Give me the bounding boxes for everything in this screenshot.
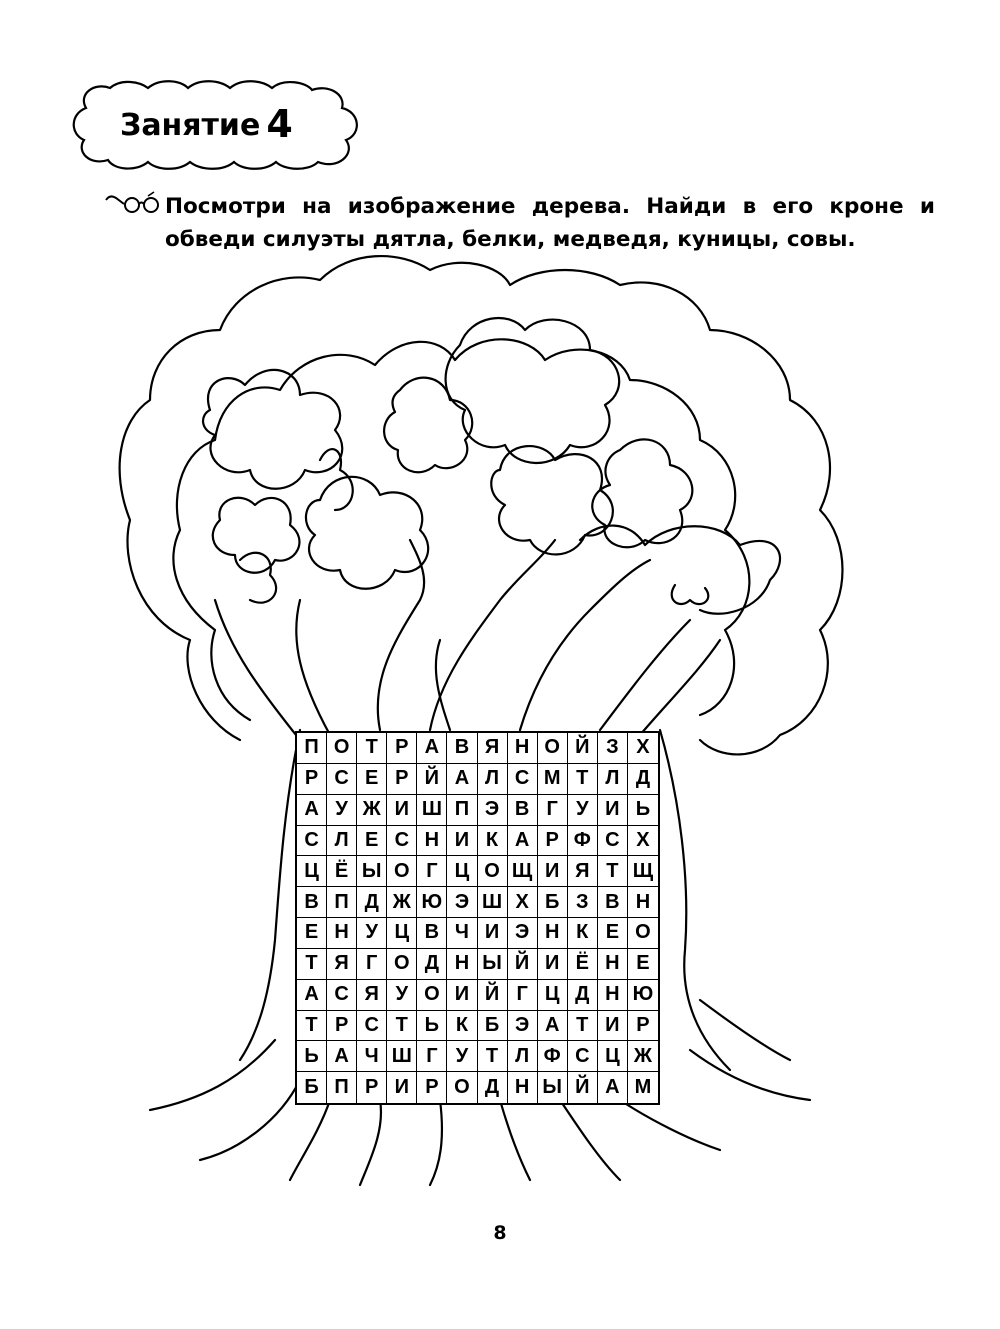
- grid-cell[interactable]: Г: [357, 949, 387, 980]
- grid-cell[interactable]: Й: [568, 1072, 598, 1103]
- grid-cell[interactable]: Г: [508, 980, 538, 1011]
- grid-cell[interactable]: Е: [357, 826, 387, 857]
- lesson-word: Занятие: [120, 108, 261, 143]
- grid-cell[interactable]: Ю: [628, 980, 658, 1011]
- grid-cell[interactable]: Р: [387, 733, 417, 764]
- grid-cell[interactable]: У: [387, 980, 417, 1011]
- grid-cell[interactable]: А: [417, 733, 447, 764]
- grid-cell[interactable]: Щ: [508, 856, 538, 887]
- grid-cell[interactable]: К: [568, 918, 598, 949]
- grid-cell[interactable]: Л: [598, 764, 628, 795]
- grid-cell[interactable]: Р: [327, 1011, 357, 1042]
- grid-cell[interactable]: Ж: [387, 887, 417, 918]
- grid-cell[interactable]: Г: [538, 795, 568, 826]
- grid-cell[interactable]: К: [447, 1011, 477, 1042]
- grid-cell[interactable]: Н: [447, 949, 477, 980]
- grid-cell[interactable]: Ц: [538, 980, 568, 1011]
- grid-cell[interactable]: У: [447, 1041, 477, 1072]
- grid-cell[interactable]: Я: [478, 733, 508, 764]
- grid-cell[interactable]: А: [297, 980, 327, 1011]
- grid-cell[interactable]: К: [478, 826, 508, 857]
- grid-cell[interactable]: Х: [628, 826, 658, 857]
- grid-cell[interactable]: Э: [447, 887, 477, 918]
- grid-cell[interactable]: Р: [628, 1011, 658, 1042]
- grid-cell[interactable]: Б: [478, 1011, 508, 1042]
- grid-cell[interactable]: И: [538, 949, 568, 980]
- grid-cell[interactable]: Ш: [478, 887, 508, 918]
- grid-cell[interactable]: И: [598, 795, 628, 826]
- grid-cell[interactable]: В: [598, 887, 628, 918]
- grid-cell[interactable]: Щ: [628, 856, 658, 887]
- grid-cell[interactable]: Б: [297, 1072, 327, 1103]
- grid-cell[interactable]: З: [568, 887, 598, 918]
- grid-cell[interactable]: А: [598, 1072, 628, 1103]
- grid-cell[interactable]: Т: [598, 856, 628, 887]
- grid-cell[interactable]: П: [327, 887, 357, 918]
- grid-cell[interactable]: Ц: [387, 918, 417, 949]
- grid-cell[interactable]: Х: [508, 887, 538, 918]
- grid-cell[interactable]: М: [634, 1076, 652, 1099]
- grid-cell[interactable]: И: [387, 1072, 417, 1103]
- grid-cell[interactable]: С: [508, 764, 538, 795]
- grid-cell[interactable]: П: [327, 1072, 357, 1103]
- grid-cell[interactable]: О: [447, 1072, 477, 1103]
- grid-cell[interactable]: Р: [387, 764, 417, 795]
- grid-cell[interactable]: Ы: [357, 856, 387, 887]
- grid-cell[interactable]: У: [357, 918, 387, 949]
- grid-cell[interactable]: О: [628, 918, 658, 949]
- grid-cell[interactable]: Ь: [628, 795, 658, 826]
- grid-cell[interactable]: Ц: [297, 856, 327, 887]
- grid-cell[interactable]: Р: [417, 1072, 447, 1103]
- grid-cell[interactable]: Й: [568, 733, 598, 764]
- grid-cell[interactable]: Л: [508, 1041, 538, 1072]
- grid-cell[interactable]: Ф: [568, 826, 598, 857]
- grid-cell[interactable]: З: [598, 733, 628, 764]
- grid-cell[interactable]: Т: [387, 1011, 417, 1042]
- grid-cell[interactable]: А: [327, 1041, 357, 1072]
- lesson-title: [120, 102, 293, 146]
- grid-cell[interactable]: В: [447, 733, 477, 764]
- glasses-icon: [104, 190, 162, 216]
- grid-cell[interactable]: Ь: [417, 1011, 447, 1042]
- grid-cell[interactable]: Н: [327, 918, 357, 949]
- grid-cell[interactable]: Ж: [628, 1041, 658, 1072]
- grid-cell[interactable]: И: [478, 918, 508, 949]
- grid-cell[interactable]: Ф: [538, 1041, 568, 1072]
- grid-cell[interactable]: Л: [327, 826, 357, 857]
- grid-cell[interactable]: Е: [628, 949, 658, 980]
- grid-cell[interactable]: Э: [508, 918, 538, 949]
- grid-cell[interactable]: Р: [538, 826, 568, 857]
- grid-cell[interactable]: Т: [297, 1011, 327, 1042]
- grid-cell[interactable]: Ё: [568, 949, 598, 980]
- grid-cell[interactable]: О: [387, 856, 417, 887]
- grid-cell[interactable]: А: [508, 826, 538, 857]
- grid-cell[interactable]: Е: [598, 918, 628, 949]
- grid-cell[interactable]: С: [327, 764, 357, 795]
- grid-cell[interactable]: Н: [538, 918, 568, 949]
- grid-cell[interactable]: Ь: [297, 1041, 327, 1072]
- grid-cell[interactable]: Т: [478, 1041, 508, 1072]
- grid-cell[interactable]: Ю: [417, 887, 447, 918]
- grid-cell[interactable]: Г: [417, 856, 447, 887]
- grid-cell[interactable]: Т: [568, 1011, 598, 1042]
- grid-cell[interactable]: Д: [568, 980, 598, 1011]
- grid-cell[interactable]: О: [538, 733, 568, 764]
- grid-cell[interactable]: И: [447, 826, 477, 857]
- grid-cell[interactable]: Я: [327, 949, 357, 980]
- task-instruction: Посмотри на изображение дерева. Найди в его кроне и обведи силуэты дятла, белки, медведя, куницы, совы.: [165, 194, 935, 252]
- grid-cell[interactable]: Й: [417, 764, 447, 795]
- grid-cell[interactable]: Т: [568, 764, 598, 795]
- grid-cell[interactable]: Д: [357, 887, 387, 918]
- grid-cell[interactable]: Е: [357, 764, 387, 795]
- grid-cell[interactable]: Д: [628, 764, 658, 795]
- grid-cell[interactable]: В: [297, 887, 327, 918]
- grid-cell[interactable]: Й: [508, 949, 538, 980]
- grid-cell[interactable]: П: [297, 733, 327, 764]
- grid-cell[interactable]: Е: [297, 918, 327, 949]
- grid-cell[interactable]: В: [417, 918, 447, 949]
- grid-cell[interactable]: Й: [478, 980, 508, 1011]
- grid-cell[interactable]: А: [297, 795, 327, 826]
- grid-cell[interactable]: Ж: [357, 795, 387, 826]
- grid-cell[interactable]: Л: [478, 764, 508, 795]
- grid-cell[interactable]: Э: [508, 1011, 538, 1042]
- grid-cell[interactable]: О: [417, 980, 447, 1011]
- grid-cell[interactable]: А: [447, 764, 477, 795]
- grid-cell[interactable]: С: [327, 980, 357, 1011]
- grid-cell[interactable]: О: [327, 733, 357, 764]
- grid-cell[interactable]: И: [538, 856, 568, 887]
- grid-cell[interactable]: Т: [357, 733, 387, 764]
- grid-cell[interactable]: С: [387, 826, 417, 857]
- grid-cell[interactable]: Я: [357, 980, 387, 1011]
- grid-cell[interactable]: С: [568, 1041, 598, 1072]
- grid-cell[interactable]: Б: [538, 887, 568, 918]
- grid-cell[interactable]: В: [508, 795, 538, 826]
- grid-cell[interactable]: И: [447, 980, 477, 1011]
- grid-cell[interactable]: С: [297, 826, 327, 857]
- grid-cell[interactable]: Н: [508, 733, 538, 764]
- grid-cell[interactable]: О: [387, 949, 417, 980]
- grid-cell[interactable]: Ё: [327, 856, 357, 887]
- grid-cell[interactable]: Ы: [538, 1072, 568, 1103]
- grid-cell[interactable]: О: [478, 856, 508, 887]
- grid-cell[interactable]: П: [447, 795, 477, 826]
- grid-cell[interactable]: Р: [357, 1072, 387, 1103]
- grid-cell[interactable]: Э: [478, 795, 508, 826]
- grid-cell[interactable]: Ш: [417, 795, 447, 826]
- grid-cell[interactable]: Ч: [447, 918, 477, 949]
- grid-cell[interactable]: Н: [598, 980, 628, 1011]
- grid-cell[interactable]: Ч: [357, 1041, 387, 1072]
- grid-cell[interactable]: Ш: [387, 1041, 417, 1072]
- grid-cell[interactable]: Д: [417, 949, 447, 980]
- grid-cell[interactable]: С: [598, 826, 628, 857]
- grid-cell[interactable]: Д: [478, 1072, 508, 1103]
- page-number: 8: [493, 1222, 507, 1244]
- grid-cell[interactable]: Н: [417, 826, 447, 857]
- grid-cell[interactable]: Н: [628, 887, 658, 918]
- grid-cell[interactable]: М: [538, 764, 568, 795]
- grid-cell[interactable]: Ы: [478, 949, 508, 980]
- grid-cell[interactable]: Н: [508, 1072, 538, 1103]
- grid-cell[interactable]: Ц: [598, 1041, 628, 1072]
- grid-cell[interactable]: Т: [297, 949, 327, 980]
- grid-cell[interactable]: Г: [417, 1041, 447, 1072]
- grid-cell[interactable]: Р: [297, 764, 327, 795]
- grid-cell[interactable]: Ц: [447, 856, 477, 887]
- grid-cell[interactable]: У: [568, 795, 598, 826]
- grid-cell[interactable]: И: [598, 1011, 628, 1042]
- lesson-number: 4: [266, 102, 293, 146]
- grid-cell[interactable]: Х: [628, 733, 658, 764]
- grid-cell[interactable]: И: [387, 795, 417, 826]
- grid-cell[interactable]: У: [327, 795, 357, 826]
- grid-cell[interactable]: Я: [568, 856, 598, 887]
- grid-cell[interactable]: С: [357, 1011, 387, 1042]
- grid-cell[interactable]: А: [538, 1011, 568, 1042]
- word-search-grid: [295, 731, 660, 1105]
- grid-cell[interactable]: Н: [598, 949, 628, 980]
